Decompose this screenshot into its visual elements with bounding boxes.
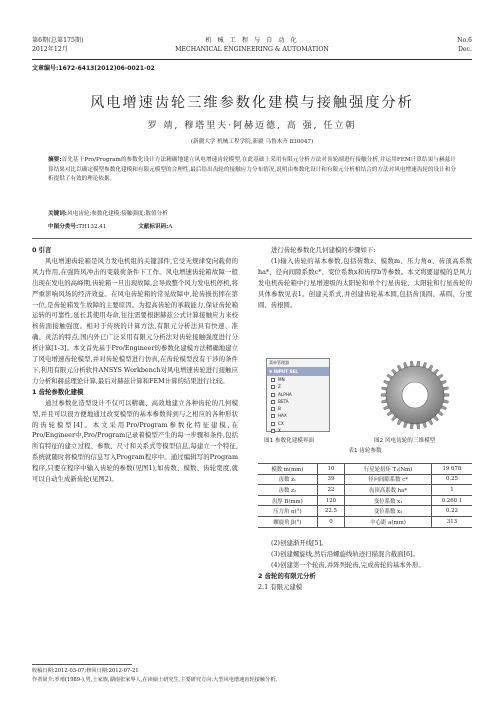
right-column-continued <box>258 538 472 593</box>
left-column <box>32 245 238 485</box>
doc-code-value: A <box>168 224 173 230</box>
table-cell: 39 <box>317 474 345 485</box>
paper-authors: 罗 靖, 穆塔里夫·阿赫迈德, 高 强, 任立朝 <box>147 121 357 131</box>
table-cell: 模数 m(mm) <box>258 464 317 475</box>
table-cell: 行星轮扭矩 T₁(Nm) <box>345 464 432 475</box>
section-heading: 1 齿轮参数化建模 <box>32 387 84 396</box>
footnote-rule <box>32 664 132 665</box>
author-affiliation: (新疆大学 机械工程学院,新疆 乌鲁木齐 830047) <box>190 139 314 145</box>
author-bio: 作者简介:罗靖(1989-),男,土家族,湖南张家界人,在读硕士研究生,主要研究方向:大型风电增速齿轮接触分析。 <box>32 677 281 683</box>
table-row <box>258 485 472 496</box>
figures <box>258 358 472 456</box>
keywords-label: 关键词: <box>48 211 68 217</box>
section-heading: 2 齿轮的有限元分析 <box>258 571 316 580</box>
table-cell: 19 678 <box>431 464 472 475</box>
paragraph: (2)创建渐开线[5]。 <box>271 539 328 547</box>
table-cell: 齿数 z₁ <box>258 474 317 485</box>
menu-item: CX <box>267 420 329 427</box>
gear-parameter-table <box>258 463 472 528</box>
subsection-heading: 2.1 有限元建模 <box>258 582 303 591</box>
paper-title: 风电增速齿轮三维参数化建模与接触强度分析 <box>90 95 414 111</box>
menu-title: 菜单管理器 <box>269 360 289 365</box>
table-cell: 0.25 <box>431 474 472 485</box>
section-heading: 0 引言 <box>32 246 52 254</box>
table-cell: 齿厚 B(mm) <box>258 495 317 506</box>
menu-item: BETA <box>267 398 329 405</box>
table-row <box>258 516 472 527</box>
checkbox-icon <box>271 378 275 382</box>
menu-item: HAX <box>267 412 329 419</box>
table-cell: 22.5 <box>317 506 345 517</box>
menu-item: MN <box>267 376 329 383</box>
header-rule <box>32 59 472 60</box>
received-date: 收稿日期:2012-03-07;修回日期:2012-07-21 <box>32 668 139 674</box>
running-header <box>32 36 472 58</box>
table-cell: 0 <box>317 516 345 527</box>
checkbox-icon <box>271 414 275 418</box>
clc-value: TH132.41 <box>78 224 107 230</box>
keywords <box>48 210 456 219</box>
table-cell: 313 <box>431 516 472 527</box>
menu-item: Z <box>267 383 329 390</box>
keywords-text: 风电齿轮;参数化建模;接触强度;数值分析 <box>67 211 168 217</box>
checkbox-icon <box>271 429 275 433</box>
header-journal: 机 械 工 程 与 自 动 化 MECHANICAL ENGINEERING & AUTOMATION <box>175 37 329 53</box>
table-cell: 0.260 1 <box>431 495 472 506</box>
paragraph: (1)输入齿轮的基本参数,包括齿数z、模数m、压力角α、齿顶高系数ha*、径向间隙系数c*、变位系数x和齿厚b等参数。本文将要建模的是风力发电机齿轮箱中行星增速级的太阳轮和单个行星齿轮、太阳轮和行星齿轮的具体参数见表1。创建关系式,并创建齿轮基本圆,包括齿顶圆、基圆、分度圆、齿根圆。 <box>258 256 472 309</box>
table-row <box>258 474 472 485</box>
abstract-rule <box>32 238 472 239</box>
checkbox-icon <box>271 407 275 411</box>
menu-item: ALPHA <box>267 391 329 398</box>
checkbox-icon <box>271 400 275 404</box>
paragraph: (4)创建第一个轮齿,并阵列轮齿,完成齿轮的基本外形。 <box>271 560 425 569</box>
table-cell: 径向间隙系数 c* <box>345 474 432 485</box>
checkbox-icon <box>271 385 275 389</box>
clc-label: 中图分类号: <box>48 224 79 230</box>
input-sel-bar: ▼ INPUT SEL <box>267 367 329 376</box>
table-cell: 120 <box>317 495 345 506</box>
table-cell: 10 <box>317 464 345 475</box>
right-column <box>258 245 472 310</box>
doc-code-label: 文献标识码: <box>138 224 169 230</box>
table-cell: 中心距 a(mm) <box>345 516 432 527</box>
menu-item: B <box>267 405 329 412</box>
article-number: 文章编号:1672-6413(2012)06-0021-02 <box>32 65 155 72</box>
figure-1-caption: 图1 参数化建模界面 <box>264 438 315 444</box>
checkbox-icon <box>271 422 275 426</box>
paragraph: (3)创建螺旋线,然后沿螺旋线轨迹扫描混合截面[6]。 <box>271 549 419 558</box>
table-cell: 螺旋角 β(°) <box>258 516 317 527</box>
table-cell: 1 <box>431 485 472 496</box>
table-row <box>258 506 472 517</box>
table-cell: 变位系数 x₂ <box>345 506 432 517</box>
paragraph: 风电增速齿轮箱是风力发电机组的关键部件,它受无规律变向载荷的风力作用,在强阵风冲击的变载荷条件下工作。风电增速齿轮箱故障一般出现在发电的高峰期,齿轮箱一旦出现故障,会导致整个风力发电机停机,将严重影响风场的经济效益。在风电齿轮箱的常见故障中,轮齿损伤摔在第一位,是齿轮箱发生故障的主要原因。为提高齿轮的承载能力,保证齿轮箱运转的可靠性,延长其使用寿命,往往需要根据赫兹公式计算接触应力来校核齿面接触强度。相对于传统的计算方法,有限元分析法具有快速、准确、灵活的特点,国内外已广泛采用有限元分析法对齿轮接触强度进行分析计算[1-3]。本文首先基于Pro/Engineer的参数化建模方法精确地建立了风电增速齿轮模型,并对齿轮模型进行仿真,在齿轮模型没有干涉的条件下,利用有限元分析软件ANSYS Workbench对风电增速齿轮进行接触应力分析和赫兹理论计算,最后对赫兹计算和FEM计算的结果进行比较。 <box>32 256 238 385</box>
abstract-text: 首先基于Pro/Program的参数化设计方法精确地建立风电增速齿轮模型,在此基础上采用有限元分析方法对齿轮副进行接触分析,并运用FEM计算结果与赫兹计算结果对比以确定模型参数化建模和有限元模型的合理性,最后给出齿轮的接触应力分布情况,说明由参数化设计和有限元分析相结合的方法对风电增速齿轮的设计和分析提供了有效的理论依据。 <box>48 157 456 183</box>
table-cell: 变位系数 x₁ <box>345 495 432 506</box>
table-cell: 齿顶高系数 ha* <box>345 485 432 496</box>
table-cell: 压力角 α(°) <box>258 506 317 517</box>
figure-2-caption: 图2 风电齿轮的三维模型 <box>374 438 436 444</box>
table-row <box>258 464 472 475</box>
table-cell: 齿数 z₂ <box>258 485 317 496</box>
menu-item: X <box>267 427 329 434</box>
abstract-label: 摘要: <box>48 157 62 163</box>
footnote <box>32 667 472 685</box>
table-cell: 0.22 <box>431 506 472 517</box>
abstract <box>48 156 456 185</box>
paragraph: 通过参数化造型设计不仅可以精确、高效地建立各种齿轮的几何模型,并且可以很方便地通过改变模型的基本参数得到与之相应的各种形状的齿轮模型[4]。本文采用Pro/Program参数化特征建模,在Pro/Engineer中,Pro/Program记录着模型产生的每一步骤和条件,包括所有特征的建立过程、参数、尺寸和关系式等模型信息,每建立一个特征,系统就随时将模型的信息写入Program程序中。通过编辑写的Program程序,只要在程序中输入齿轮的参数(见图1),如齿数、模数、齿轮宽度,就可以自动生成新齿轮(见图2)。 <box>32 398 238 484</box>
header-left: 第6期(总第175期) 2012年12月 <box>32 37 84 53</box>
menu-manager-figure <box>266 358 330 432</box>
checkbox-icon <box>271 393 275 397</box>
table-row <box>258 495 472 506</box>
table-cell: 22 <box>317 485 345 496</box>
table-caption: 表1 齿轮参数 <box>348 448 382 454</box>
paragraph: 进行齿轮参数化几何建模的步骤如下: <box>271 246 376 254</box>
classification <box>48 223 172 232</box>
gear-model-figure <box>376 358 454 432</box>
header-right: No.6 Dec. <box>457 37 472 53</box>
